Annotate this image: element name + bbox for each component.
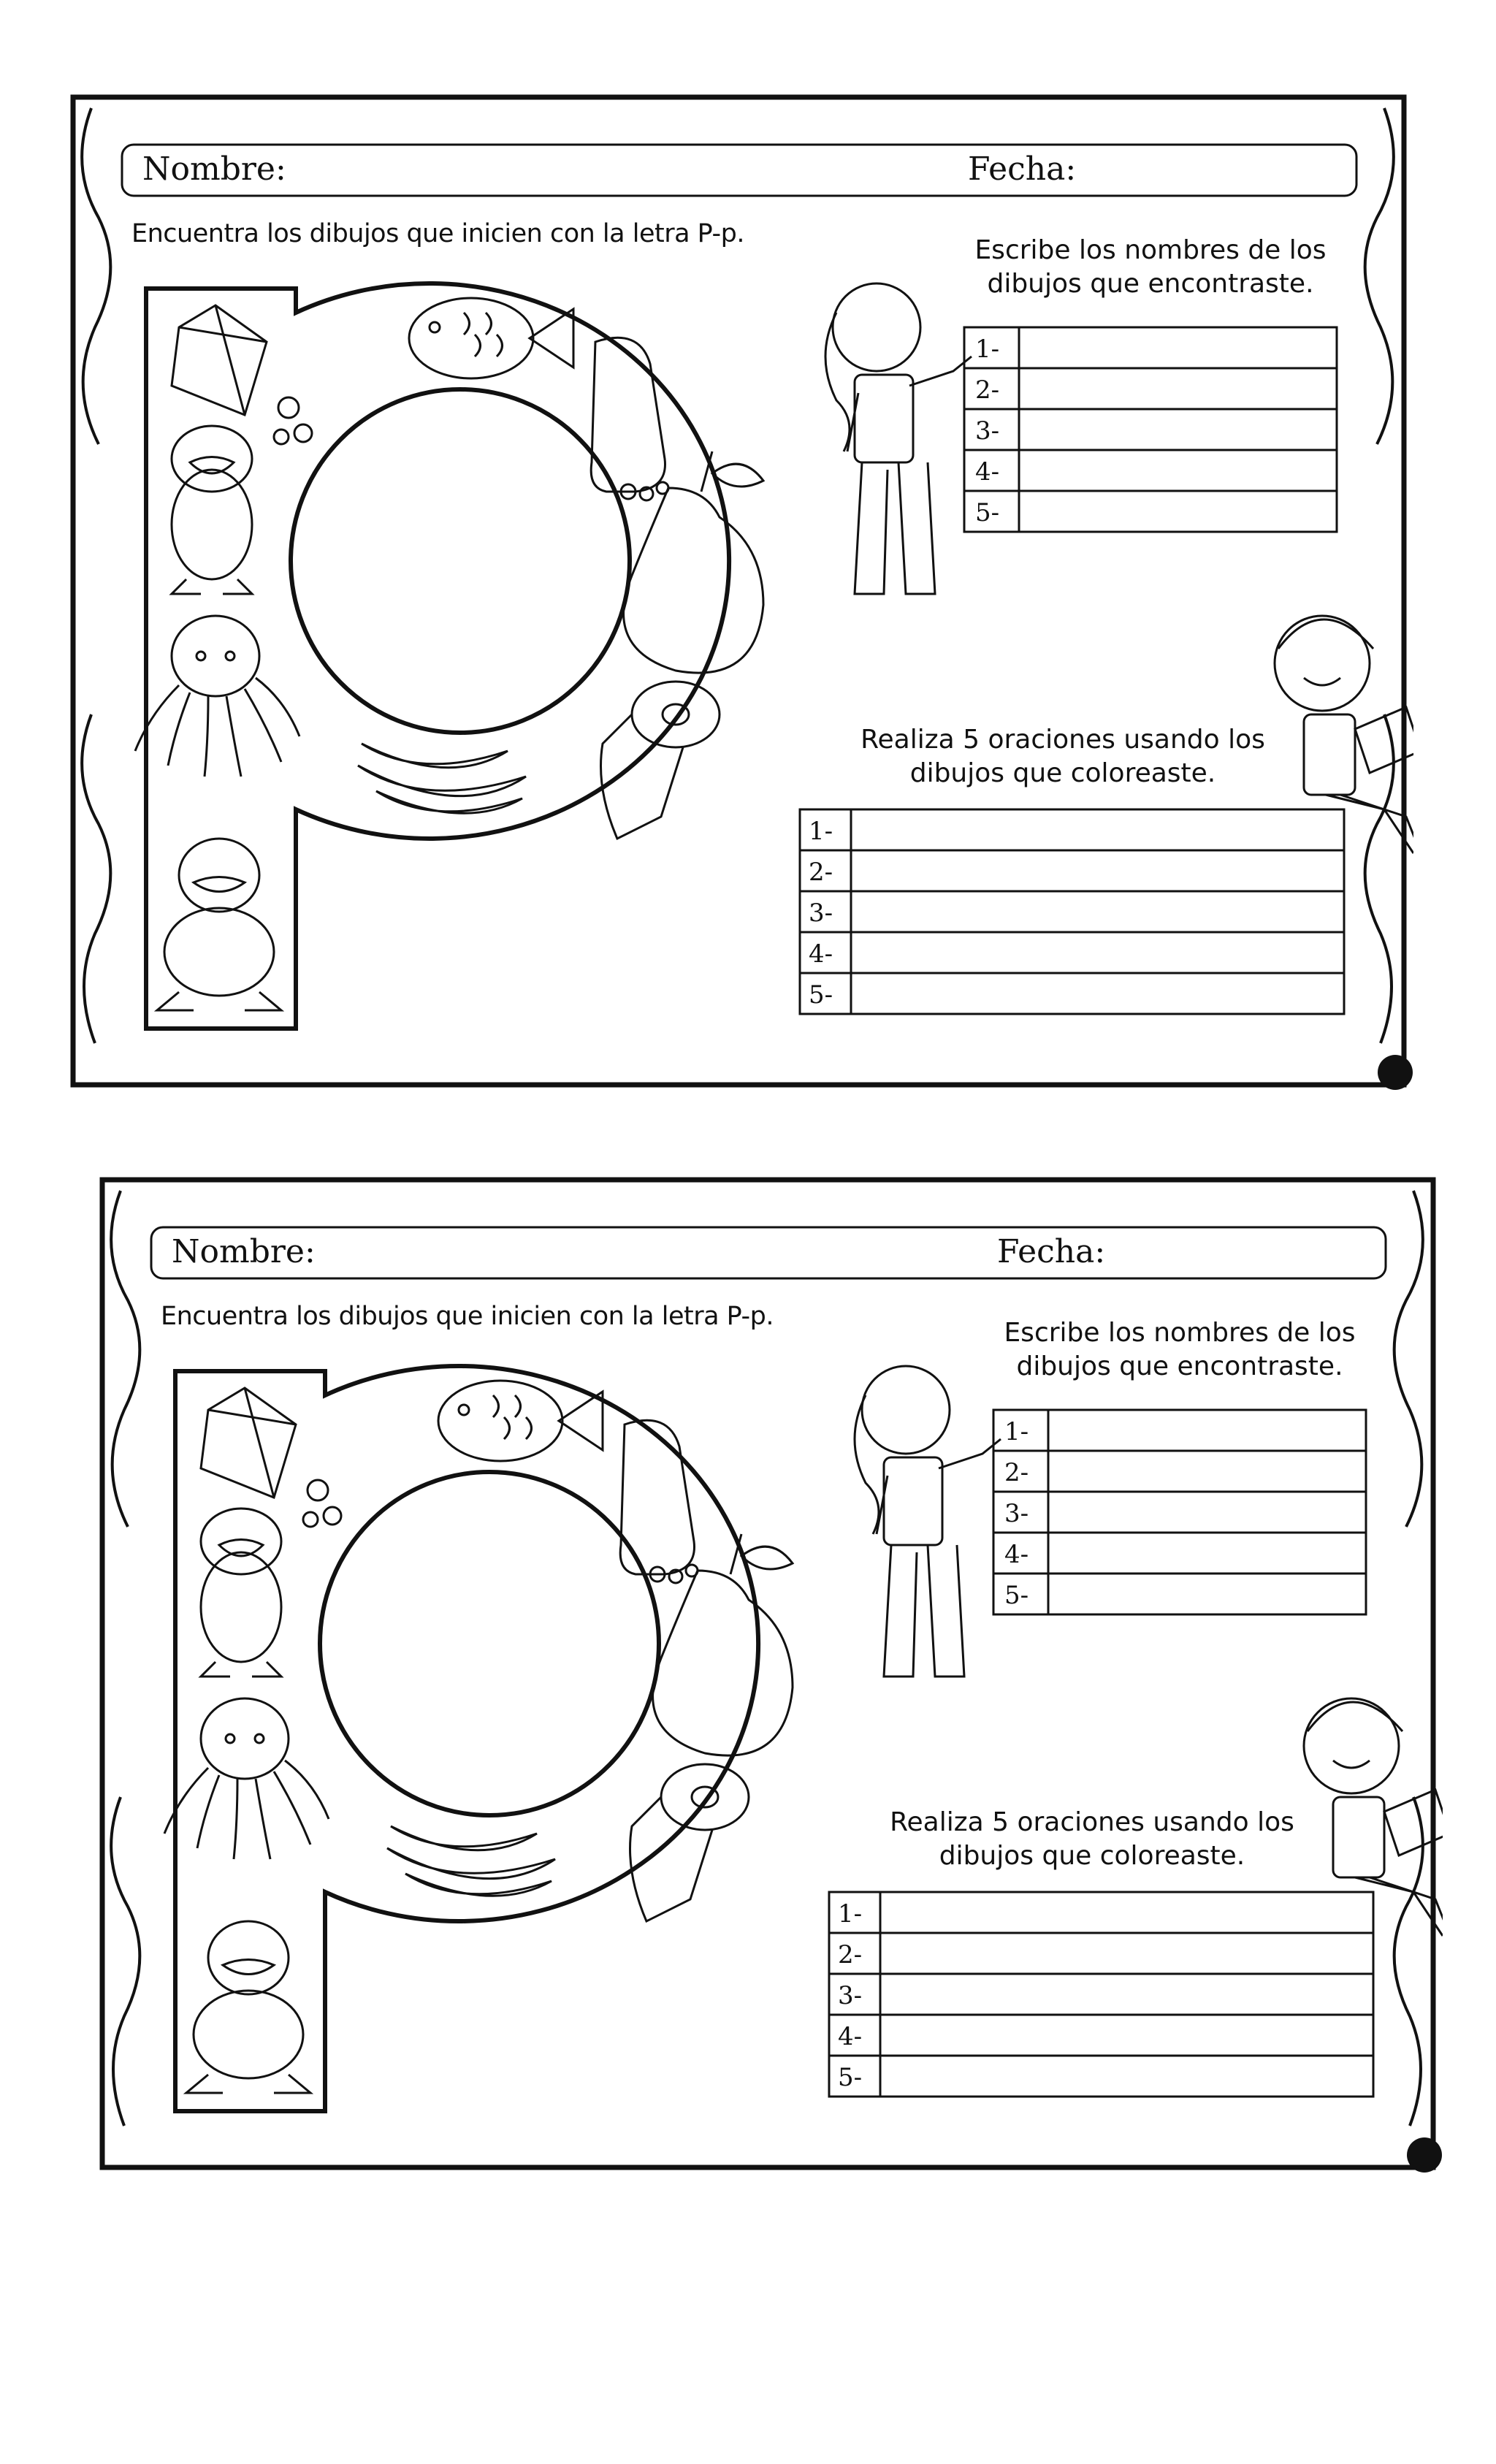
sentences-row-3-number: 3- [838,1981,863,2010]
sentences-row-5-number: 5- [809,980,833,1010]
nombre-label: Nombre: [172,1233,316,1270]
girl-pointing-icon [825,283,972,594]
names-row-5-number: 5- [975,498,1000,527]
vine-left-decoration [111,1191,140,2126]
sentences-row-1-number: 1- [838,1899,863,1929]
sentences-row-3-number: 3- [809,899,833,928]
write-prompt-line-1: Escribe los nombres de los [1004,1318,1356,1348]
names-row-3-number: 3- [975,416,1000,446]
sentences-row-5-number: 5- [838,2063,863,2092]
name-bar [151,1227,1386,1278]
write-prompt-line-2: dibujos que encontraste. [987,269,1314,299]
fecha-label: Fecha: [997,1233,1106,1270]
names-row-2-number: 2- [1004,1458,1029,1487]
worksheet-2 [99,1176,1443,2173]
publisher-logo [1407,2137,1442,2173]
letter-p-hole [291,389,630,733]
worksheet-1 [69,94,1413,1091]
vine-left-decoration [82,108,110,1043]
instruction-text: Encuentra los dibujos que inicien con la letra P-p. [161,1302,774,1331]
sentences-row-1-number: 1- [809,817,833,846]
write-prompt-line-1: Escribe los nombres de los [974,235,1327,265]
sentence-prompt-line-1: Realiza 5 oraciones usando los [860,725,1265,755]
write-prompt [946,234,1355,301]
names-row-5-number: 5- [1004,1581,1029,1610]
write-prompt [975,1316,1384,1384]
names-row-3-number: 3- [1004,1499,1029,1528]
names-row-1-number: 1- [975,335,1000,364]
sentences-row-2-number: 2- [809,858,833,887]
names-row-4-number: 4- [1004,1540,1029,1569]
sentences-row-4-number: 4- [809,939,833,969]
sentence-prompt [858,1806,1326,1873]
sentences-row-4-number: 4- [838,2022,863,2051]
sentence-prompt [829,723,1297,790]
sentence-prompt-line-2: dibujos que coloreaste. [909,758,1216,788]
fecha-label: Fecha: [968,150,1077,188]
letter-p-hole [320,1472,659,1815]
vine-right-decoration [1365,108,1394,1043]
sentence-prompt-line-2: dibujos que coloreaste. [939,1841,1245,1871]
instruction-text: Encuentra los dibujos que inicien con la letra P-p. [131,219,744,248]
vine-right-decoration [1394,1191,1423,2126]
write-prompt-line-2: dibujos que encontraste. [1016,1351,1343,1381]
sentences-table [800,809,1344,1014]
sentence-prompt-line-1: Realiza 5 oraciones usando los [890,1807,1294,1837]
name-bar [122,145,1356,196]
names-row-4-number: 4- [975,457,1000,487]
sentences-row-2-number: 2- [838,1940,863,1969]
sentences-table [829,1892,1373,2097]
names-row-2-number: 2- [975,375,1000,405]
girl-pointing-icon [855,1366,1001,1677]
publisher-logo [1378,1055,1413,1090]
nombre-label: Nombre: [142,150,286,188]
names-row-1-number: 1- [1004,1417,1029,1446]
